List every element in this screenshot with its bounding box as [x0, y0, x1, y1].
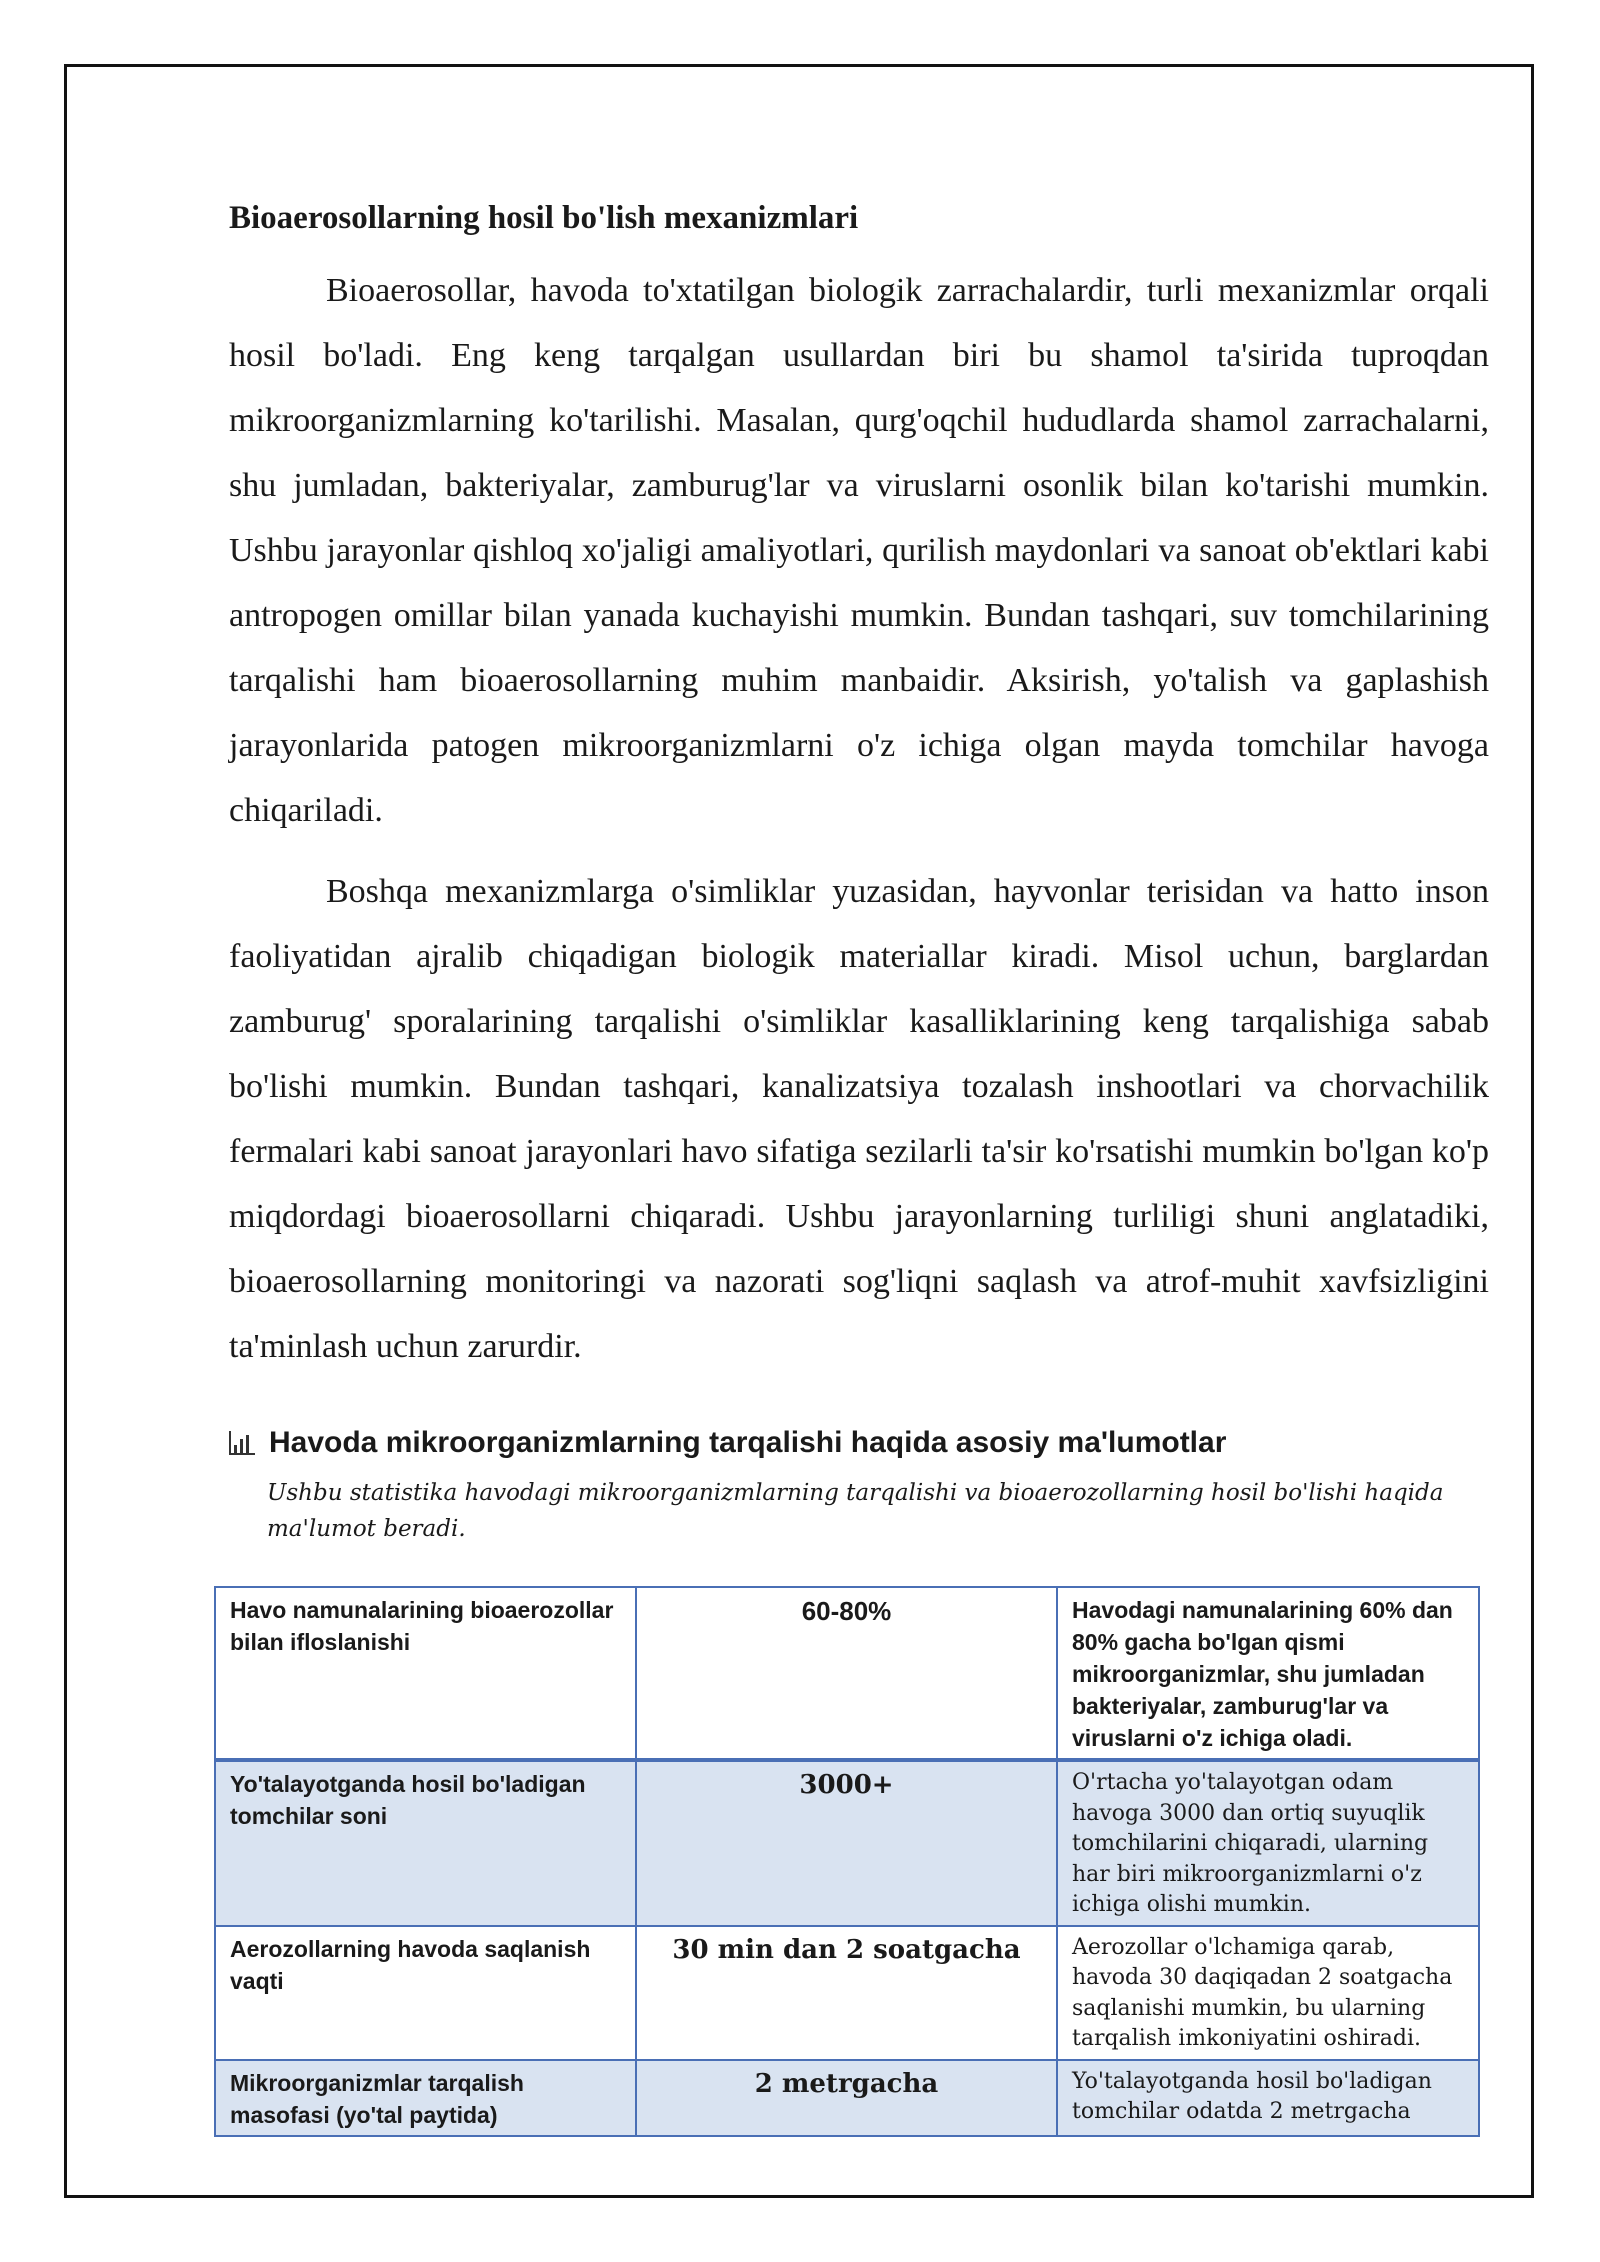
row-label: Havo namunalarining bioaerozollar bilan ifloslanishi — [215, 1587, 636, 1760]
table-row — [215, 2060, 1479, 2136]
row-value: 30 min dan 2 soatgacha — [636, 1926, 1057, 2060]
row-label: Yo'talayotganda hosil bo'ladigan tomchilar soni — [215, 1760, 636, 1926]
paragraph-2: Boshqa mexanizmlarga o'simliklar yuzasidan, hayvonlar terisidan va hatto inson faoliyatidan ajralib chiqadigan biologik materiallar kiradi. Misol uchun, barglardan zamburug' sporalarining tarqalishi o'simliklar kasalliklarining keng tarqalishiga sabab bo'lishi mumkin. Bundan tashqari, kanalizatsiya tozalash inshootlari va chorvachilik fermalari kabi sanoat jarayonlari havo sifatiga sezilarli ta'sir ko'rsatishi mumkin bo'lgan ko'p miqdordagi bioaerosollarni chiqaradi. Ushbu jarayonlarning turliligi shuni anglatadiki, bioaerosollarning monitoringi va nazorati sog'liqni saqlash va atrof-muhit xavfsizligini ta'minlash uchun zarurdir. — [229, 873, 1489, 1365]
section-heading: Bioaerosollarning hosil bo'lish mexanizmlari — [229, 200, 859, 236]
row-label: Aerozollarning havoda saqlanish vaqti — [215, 1926, 636, 2060]
bar-chart-icon — [229, 1431, 255, 1455]
stats-title-text: Havoda mikroorganizmlarning tarqalishi haqida asosiy ma'lumotlar — [269, 1426, 1227, 1459]
row-description: O'rtacha yo'talayotgan odam havoga 3000 dan ortiq suyuqlik tomchilarini chiqaradi, ularning har biri mikroorganizmlarni o'z ichiga olishi mumkin. — [1057, 1760, 1479, 1926]
row-value: 2 metrgacha — [636, 2060, 1057, 2136]
stats-table — [214, 1586, 1480, 2137]
stats-title — [229, 1423, 1489, 1463]
paragraph-1: Bioaerosollar, havoda to'xtatilgan biologik zarrachalardir, turli mexanizmlar orqali hosil bo'ladi. Eng keng tarqalgan usullardan biri bu shamol ta'sirida tuproqdan mikroorganizmlarning ko'tarilishi. Masalan, qurg'oqchil hududlarda shamol zarrachalarni, shu jumladan, bakteriyalar, zamburug'lar va viruslarni osonlik bilan ko'tarishi mumkin. Ushbu jarayonlar qishloq xo'jaligi amaliyotlari, qurilish maydonlari va sanoat ob'ektlari kabi antropogen omillar bilan yanada kuchayishi mumkin. Bundan tashqari, suv tomchilarining tarqalishi ham bioaerosollarning muhim manbaidir. Aksirish, yo'talish va gaplashish jarayonlarida patogen mikroorganizmlarni o'z ichiga olgan mayda tomchilar havoga chiqariladi. — [229, 272, 1489, 829]
stats-subtitle: Ushbu statistika havodagi mikroorganizmlarning tarqalishi va bioaerozollarning hosil bo'lishi haqida ma'lumot beradi. — [267, 1480, 1444, 1542]
row-value: 60-80% — [636, 1587, 1057, 1760]
table-row — [215, 1926, 1479, 2060]
row-description: Havodagi namunalarining 60% dan 80% gacha bo'lgan qismi mikroorganizmlar, shu jumladan bakteriyalar, zamburug'lar va viruslarni o'z ichiga oladi. — [1057, 1587, 1479, 1760]
document-body — [229, 196, 1489, 1559]
table-row — [215, 1760, 1479, 1926]
table-row — [215, 1587, 1479, 1760]
row-value: 3000+ — [636, 1760, 1057, 1926]
row-description: Aerozollar o'lchamiga qarab, havoda 30 daqiqadan 2 soatgacha saqlanishi mumkin, bu ularning tarqalish imkoniyatini oshiradi. — [1057, 1926, 1479, 2060]
row-description: Yo'talayotganda hosil bo'ladigan tomchilar odatda 2 metrgacha — [1057, 2060, 1479, 2136]
row-label: Mikroorganizmlar tarqalish masofasi (yo'tal paytida) — [215, 2060, 636, 2136]
